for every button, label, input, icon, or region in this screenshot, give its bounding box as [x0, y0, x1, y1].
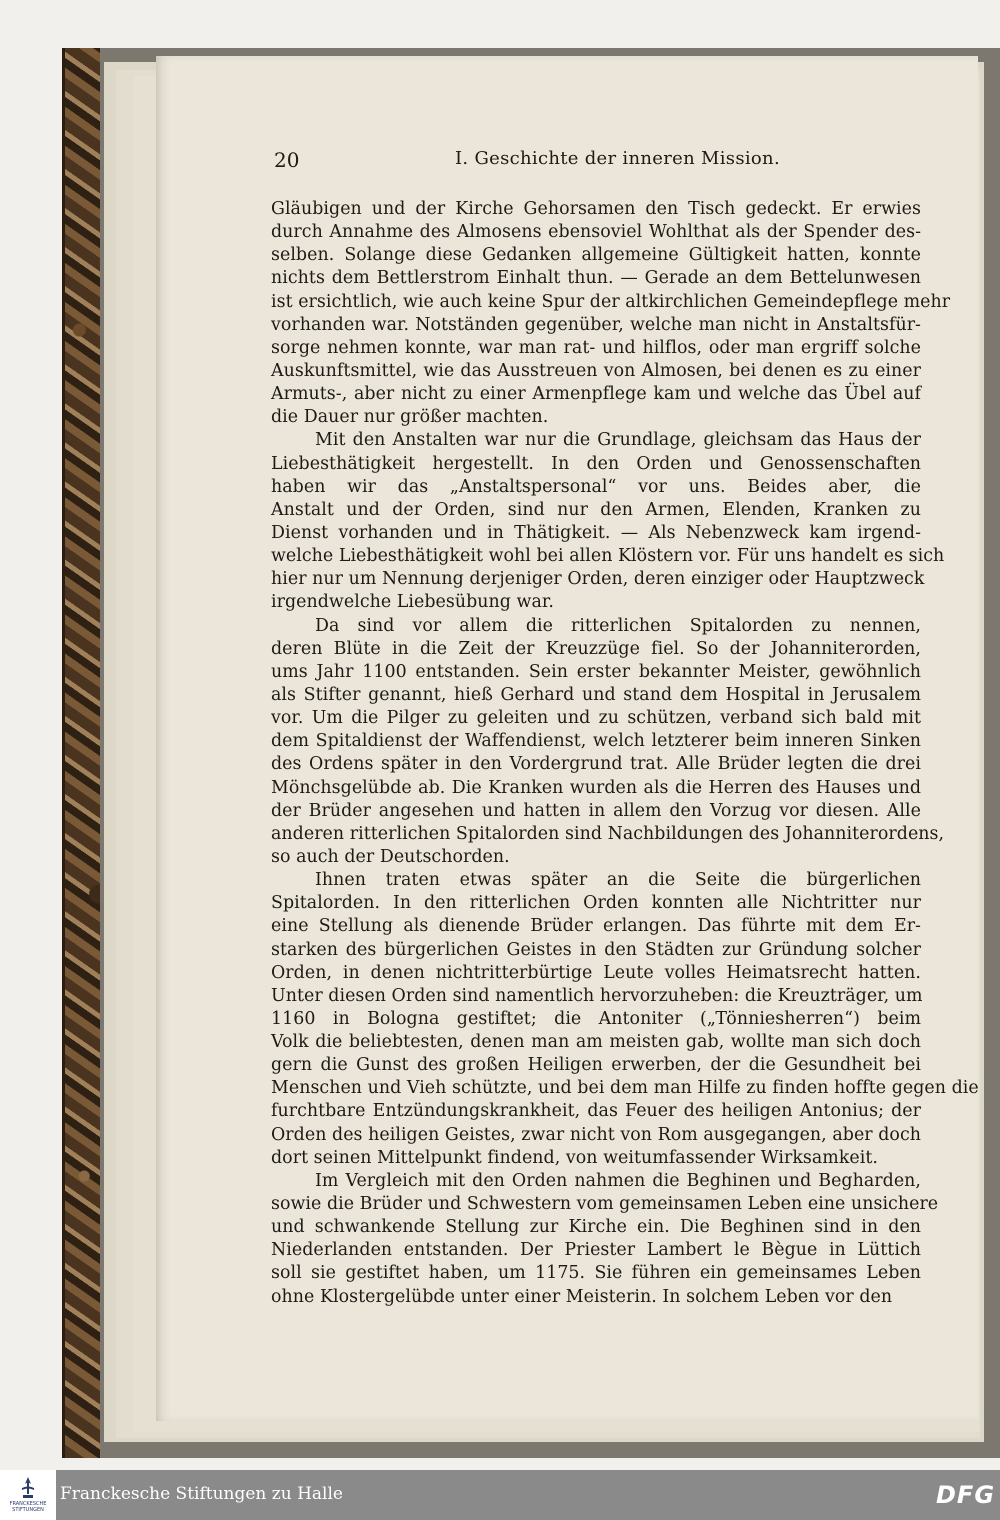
logo-text: FRANCKESCHE STIFTUNGEN	[9, 1501, 47, 1513]
dfg-logo[interactable]: DFG	[936, 1481, 996, 1509]
text-line: Mönchsgelübde ab. Die Kranken wurden als die Herren des Hauses und	[271, 777, 921, 798]
body-text	[271, 198, 979, 1309]
text-line: und schwankende Stellung zur Kirche ein. Die Beghinen sind in den	[271, 1217, 921, 1238]
text-line: furchtbare Entzündungskrankheit, das Feuer des heiligen Antonius; der	[271, 1101, 921, 1122]
text-line: des Ordens später in den Vordergrund trat. Alle Brüder legten die drei	[271, 754, 921, 775]
text-line: dem Spitaldienst der Waffendienst, welch letzterer beim inneren Sinken	[271, 731, 921, 752]
text-line: welche Liebesthätigkeit wohl bei allen Klöstern vor. Für uns handelt es sich	[271, 546, 945, 567]
text-line: gern die Gunst des großen Heiligen erwerben, der die Gesundheit bei	[271, 1055, 921, 1076]
text-line: dort seinen Mittelpunkt findend, von weitumfassender Wirksamkeit.	[271, 1147, 879, 1168]
text-line: eine Stellung als dienende Brüder erlangen. Das führte mit dem Er-	[271, 916, 921, 937]
running-head: I. Geschichte der inneren Mission.	[455, 148, 780, 169]
text-line: Orden des heiligen Geistes, zwar nicht von Rom ausgegangen, aber doch	[271, 1124, 921, 1145]
footer-bar	[0, 1470, 1000, 1520]
text-line: Anstalt und der Orden, sind nur den Armen, Elenden, Kranken zu	[271, 499, 921, 520]
fleur-icon	[20, 1476, 36, 1500]
text-line: irgendwelche Liebesübung war.	[271, 592, 554, 613]
text-line: hier nur um Nennung derjeniger Orden, deren einziger oder Hauptzweck	[271, 569, 925, 590]
text-line: deren Blüte in die Zeit der Kreuzzüge fiel. So der Johanniterorden,	[271, 638, 921, 659]
text-line: Armuts-, aber nicht zu einer Armenpflege kam und welche das Übel auf	[271, 384, 921, 405]
text-line: vorhanden war. Notständen gegenüber, welche man nicht in Anstaltsfür-	[271, 314, 921, 335]
text-line: Unter diesen Orden sind namentlich hervorzuheben: die Kreuzträger, um	[271, 985, 923, 1006]
text-line: Im Vergleich mit den Orden nahmen die Beghinen und Begharden,	[315, 1170, 921, 1191]
text-line: die Dauer nur größer machten.	[271, 407, 549, 428]
text-line: Da sind vor allem die ritterlichen Spitalorden zu nennen,	[315, 615, 921, 636]
text-line: vor. Um die Pilger zu geleiten und zu schützen, verband sich bald mit	[271, 708, 921, 729]
text-line: haben wir das „Anstaltspersonal“ vor uns. Beides aber, die	[271, 476, 921, 497]
text-line: soll sie gestiftet haben, um 1175. Sie führen ein gemeinsames Leben	[271, 1263, 921, 1284]
text-line: Niederlanden entstanden. Der Priester Lambert le Bègue in Lüttich	[271, 1240, 921, 1261]
text-line: Orden, in denen nichtritterbürtige Leute volles Heimatsrecht hatten.	[271, 962, 921, 983]
text-line: anderen ritterlichen Spitalorden sind Nachbildungen des Johanniterordens,	[271, 823, 945, 844]
text-line: sowie die Brüder und Schwestern vom gemeinsamen Leben eine unsichere	[271, 1194, 939, 1215]
institution-logo[interactable]	[0, 1470, 56, 1520]
text-line: ums Jahr 1100 entstanden. Sein erster bekannter Meister, gewöhnlich	[271, 661, 921, 682]
text-line: Ihnen traten etwas später an die Seite die bürgerlichen	[315, 870, 921, 891]
text-line: sorge nehmen konnte, war man rat- und hilflos, oder man ergriff solche	[271, 337, 921, 358]
text-line: Liebesthätigkeit hergestellt. In den Orden und Genossenschaften	[271, 453, 921, 474]
text-line: selben. Solange diese Gedanken allgemeine Gültigkeit hatten, konnte	[271, 245, 921, 266]
text-line: ohne Klostergelübde unter einer Meisterin. In solchem Leben vor den	[271, 1286, 893, 1307]
text-line: Spitalorden. In den ritterlichen Orden konnten alle Nichtritter nur	[271, 893, 921, 914]
text-line: als Stifter genannt, hieß Gerhard und stand dem Hospital in Jerusalem	[271, 684, 921, 705]
text-line: Mit den Anstalten war nur die Grundlage, gleichsam das Haus der	[315, 430, 921, 451]
text-line: Volk die beliebtesten, denen man am meisten gab, wollte man sich doch	[271, 1032, 921, 1053]
text-line: Menschen und Vieh schützte, und bei dem man Hilfe zu finden hoffte gegen die	[271, 1078, 979, 1099]
institution-name[interactable]: Franckesche Stiftungen zu Halle	[60, 1484, 343, 1504]
text-line: Gläubigen und der Kirche Gehorsamen den Tisch gedeckt. Er erwies	[271, 199, 921, 219]
page-number: 20	[274, 148, 300, 172]
text-line: nichts dem Bettlerstrom Einhalt thun. — Gerade an dem Bettelunwesen	[271, 268, 921, 289]
text-line: Auskunftsmittel, wie das Ausstreuen von Almosen, bei denen es zu einer	[271, 360, 921, 381]
text-line: der Brüder angesehen und hatten in allem den Vorzug vor diesen. Alle	[271, 800, 921, 821]
text-line: durch Annahme des Almosens ebensoviel Wohlthat als der Spender des-	[271, 222, 921, 243]
text-line: Dienst vorhanden und in Thätigkeit. — Als Nebenzweck kam irgend-	[271, 522, 921, 543]
text-line: so auch der Deutschorden.	[271, 846, 510, 867]
text-line: 1160 in Bologna gestiftet; die Antoniter („Tönniesherren“) beim	[271, 1008, 921, 1029]
text-line: starken des bürgerlichen Geistes in den Städten zur Gründung solcher	[271, 939, 921, 960]
text-line: ist ersichtlich, wie auch keine Spur der altkirchlichen Gemeindepflege mehr	[271, 291, 951, 312]
